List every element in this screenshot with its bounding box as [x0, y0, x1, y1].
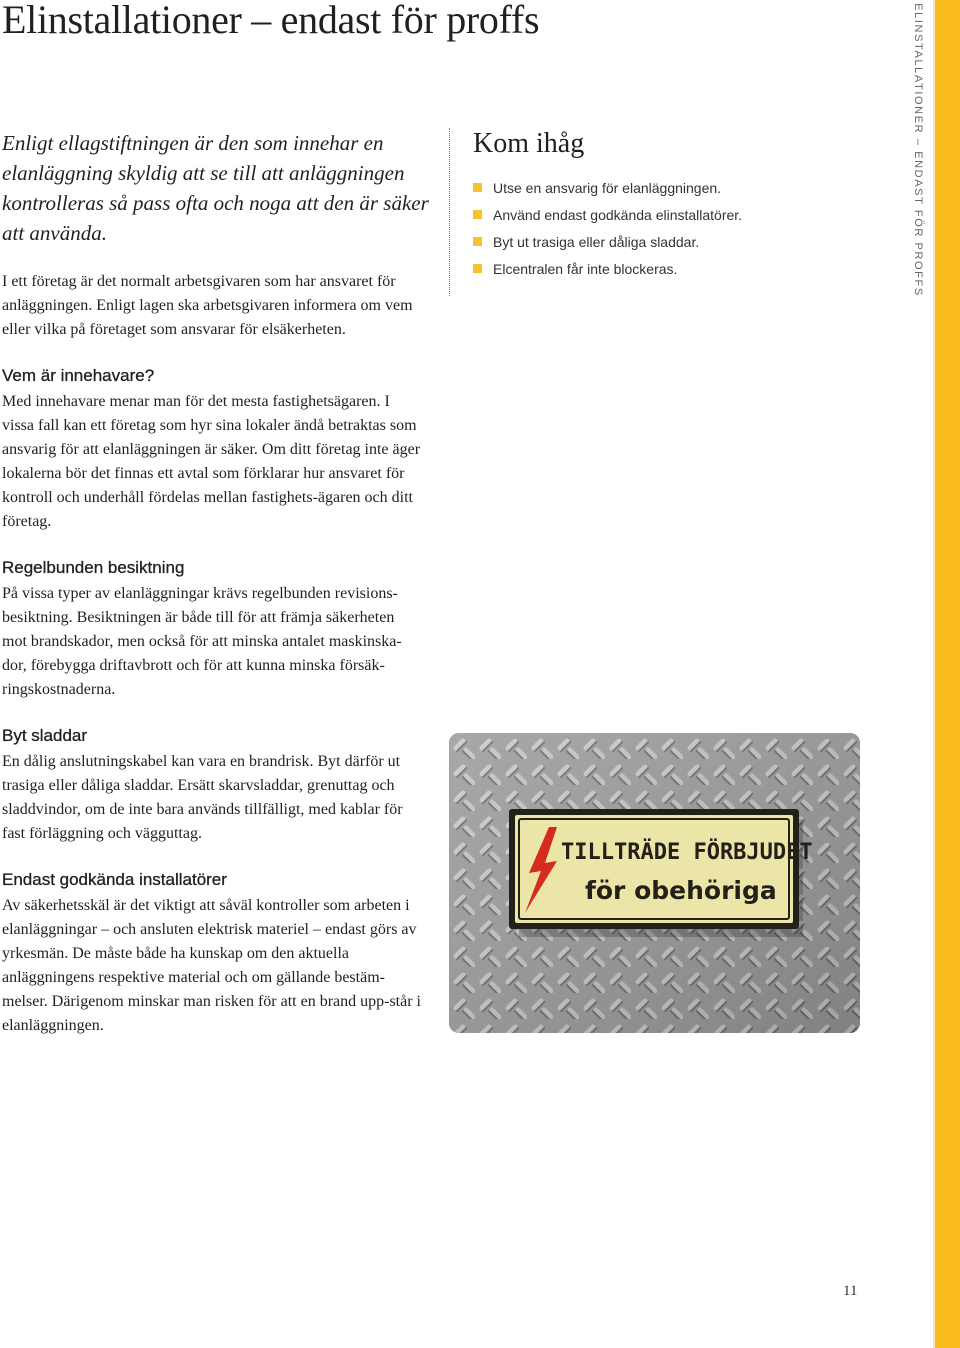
running-head-text: ELINSTALLATIONER – ENDAST FÖR PROFFS	[912, 3, 924, 297]
section-body: På vissa typer av elanläggningar krävs regelbunden revisions-besiktning. Besiktningen är både till för att främja säkerheten mot brandskador, men också för att minska antalet maskinska-dor, förebygga driftavbrott och för att kunna minska försäk-ringskostnaderna.	[2, 585, 402, 698]
reminder-list	[473, 175, 742, 283]
section-body: En dålig anslutningskabel kan vara en brandrisk. Byt därför ut trasiga eller dåliga sladdar. Ersätt skarvsladdar, grenuttag och sladdvindor, om de inte bara används tillfälligt, med kablar för fast förläggning och vägguttag.	[2, 753, 403, 842]
sign-line-2: för obehöriga	[585, 876, 777, 905]
square-bullet-icon	[473, 264, 482, 273]
reminder-item-text: Använd endast godkända elinstallatörer.	[493, 207, 743, 223]
section-heading: Regelbunden besiktning	[2, 558, 185, 577]
sign-panel	[515, 815, 793, 923]
reminder-heading: Kom ihåg	[473, 128, 585, 159]
section-sladdar	[2, 724, 422, 846]
page-number: 11	[843, 1283, 858, 1299]
side-accent-bar	[935, 0, 960, 1348]
section-body: Med innehavare menar man för det mesta fastighetsägaren. I vissa fall kan ett företag som hyr sina lokaler ändå betraktas som ansvarig för att elanläggningen är säker. Om ditt företag inte äger lokalerna bör det finnas ett avtal som förklarar hur ansvaret för kontroll och underhåll fördelas mellan fastighets-ägaren och ditt företag.	[2, 393, 421, 530]
square-bullet-icon	[473, 237, 482, 246]
reminder-item	[473, 175, 742, 202]
reminder-item	[473, 229, 742, 256]
dotted-divider	[449, 128, 450, 296]
section-body: Av säkerhetsskäl är det viktigt att såväl kontroller som arbeten i elanläggningar – och ansluten elektrisk materiel – endast görs av yrkesmän. De måste både ha kunskap om den aktuella anläggningens respektive material och om gällande bestäm-melser. Därigenom minskar man risken för att en brand upp-står i elanläggningen.	[2, 897, 421, 1034]
intro-lead: Enligt ellagstiftningen är den som innehar en elanläggning skyldig att se till att anläggningen kontrolleras så pass ofta och noga att den är säker att använda.	[2, 131, 429, 245]
sign-line-1: TILLTRÄDE FÖRBJUDET	[561, 840, 813, 865]
reminder-item-text: Byt ut trasiga eller dåliga sladdar.	[493, 234, 700, 250]
warning-sign-photo	[449, 733, 860, 1033]
section-heading: Endast godkända installatörer	[2, 870, 227, 889]
intro-body: I ett företag är det normalt arbetsgivaren som har ansvaret för anläggningen. Enligt lagen ska arbetsgivaren informera om vem eller vilka på företaget som ansvarar för elsäkerheten.	[2, 273, 413, 338]
reminder-item	[473, 202, 742, 229]
page-title: Elinstallationer – endast för proffs	[2, 0, 540, 42]
section-heading: Vem är innehavare?	[2, 366, 155, 385]
square-bullet-icon	[473, 210, 482, 219]
section-installatorer	[2, 868, 422, 1038]
section-besiktning	[2, 556, 422, 702]
reminder-item	[473, 256, 742, 283]
reminder-item-text: Utse en ansvarig för elanläggningen.	[493, 180, 722, 196]
square-bullet-icon	[473, 183, 482, 192]
section-heading: Byt sladdar	[2, 726, 88, 745]
section-innehavare	[2, 364, 422, 534]
reminder-item-text: Elcentralen får inte blockeras.	[493, 261, 678, 277]
sign-photo-svg	[449, 733, 860, 1033]
